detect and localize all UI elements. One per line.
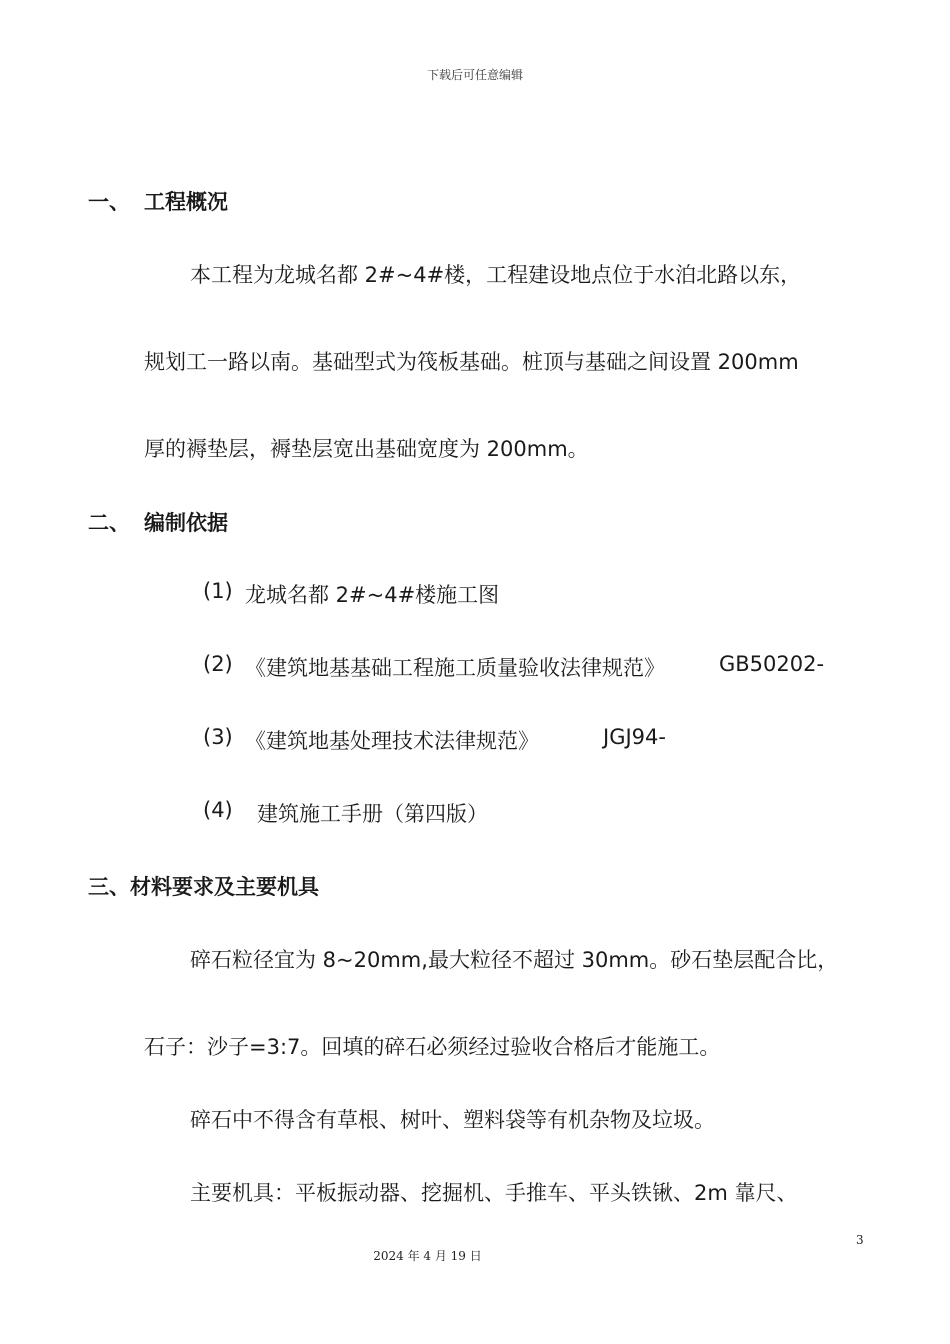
section-number: 二、 (88, 511, 130, 535)
section-title: 编制依据 (144, 511, 228, 535)
paragraph-line: 主要机具：平板振动器、挖掘机、手推车、平头铁锹、2m 靠尺、 (190, 1181, 798, 1205)
reference-title: 《建筑地基处理技术法律规范》 (245, 729, 539, 753)
section-title: 工程概况 (144, 190, 228, 214)
paragraph-line: 碎石粒径宜为 8~20mm,最大粒径不超过 30mm。砂石垫层配合比， (190, 948, 839, 972)
reference-number: (1) (203, 579, 233, 603)
reference-code: JGJ94- (603, 725, 666, 749)
paragraph-line: 碎石中不得含有草根、树叶、塑料袋等有机杂物及垃圾。 (190, 1108, 715, 1132)
paragraph-line: 本工程为龙城名都 2#~4#楼，工程建设地点位于水泊北路以东， (190, 263, 802, 287)
page-number: 3 (856, 1233, 864, 1247)
section-number: 一、 (88, 190, 130, 214)
reference-number: (3) (203, 725, 233, 749)
paragraph-line: 厚的褥垫层，褥垫层宽出基础宽度为 200mm。 (144, 437, 589, 461)
reference-title: 《建筑地基基础工程施工质量验收法律规范》 (245, 656, 665, 680)
section-heading: 三、材料要求及主要机具 (88, 875, 319, 899)
reference-number: (2) (203, 652, 233, 676)
reference-title: 建筑施工手册（第四版） (257, 802, 488, 826)
reference-code: GB50202- (719, 652, 825, 676)
reference-number: (4) (203, 798, 233, 822)
page-header: 下载后可任意编辑 (426, 68, 523, 82)
paragraph-line: 规划工一路以南。基础型式为筏板基础。桩顶与基础之间设置 200mm (144, 350, 799, 374)
footer-date: 2024 年 4 月 19 日 (373, 1249, 482, 1263)
reference-title: 龙城名都 2#~4#楼施工图 (245, 583, 500, 607)
paragraph-line: 石子：沙子=3:7。回填的碎石必须经过验收合格后才能施工。 (144, 1035, 721, 1059)
